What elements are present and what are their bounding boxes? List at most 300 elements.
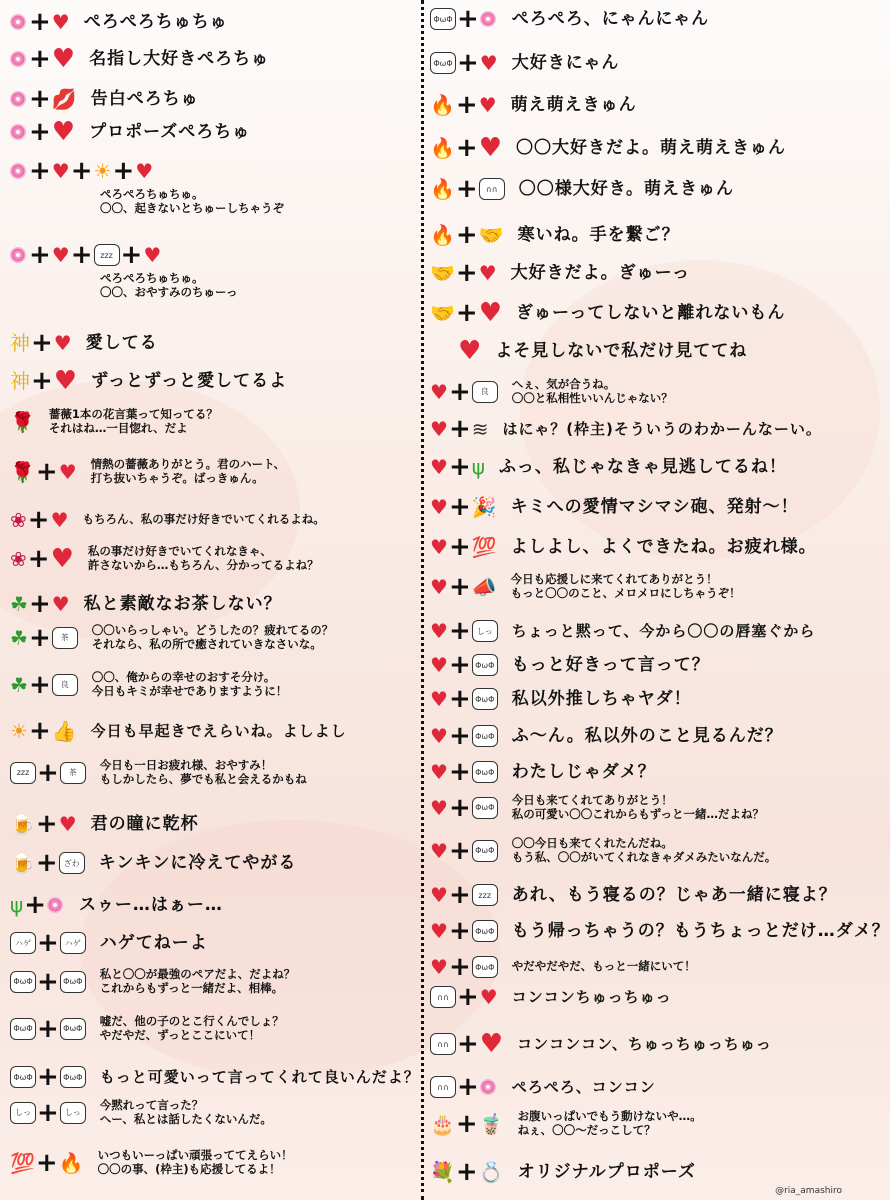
plus-icon: + — [457, 982, 479, 1012]
gift-combo-icons — [10, 368, 77, 394]
heart-icon: ♥ — [430, 619, 448, 643]
right-phrase-row — [430, 378, 673, 406]
right-phrase-row — [430, 686, 692, 712]
gift-combo-icons — [10, 669, 78, 700]
left-phrase-row — [10, 1149, 293, 1177]
gift-combo-icons — [10, 1097, 86, 1128]
right-phrase-row — [430, 1159, 696, 1185]
sleepy-face-icon: zzz — [472, 884, 498, 906]
phrase-text: 名指し大好きぺろちゅ — [89, 48, 270, 69]
plus-icon: + — [35, 1147, 58, 1178]
right-phrase-row — [430, 260, 690, 286]
plus-icon: + — [27, 543, 50, 574]
plus-icon: + — [448, 880, 471, 910]
phrase-text: 嘘だ、他の子のとこ行くんでしょ？ やだやだ、ずっとここにいて！ — [99, 1014, 284, 1042]
gift-combo-icons — [430, 416, 489, 442]
good-sign-icon: 良 — [52, 674, 78, 696]
right-phrase-row — [430, 1031, 772, 1057]
gift-combo-icons — [430, 260, 497, 286]
phrase-text: 〇〇今日も来てくれたんだね。 もう私、〇〇がいてくれなきゃダメみたいなんだ。 — [511, 836, 777, 864]
gift-combo-icons — [430, 618, 498, 644]
phrase-text: ぺろぺろ、コンコン — [511, 1078, 656, 1096]
bubble-tea-icon: 🧋 — [478, 1111, 504, 1136]
gift-combo-icons — [10, 158, 153, 184]
gift-combo-icons — [430, 571, 497, 602]
right-phrase-row — [430, 494, 799, 520]
ghost-friend-icon: ∩∩ — [430, 986, 456, 1008]
lollipop-icon — [10, 247, 28, 263]
lollipop-icon — [10, 51, 28, 67]
phrase-text: 萌え萌えきゅん — [510, 94, 637, 115]
right-phrase-row — [430, 92, 637, 118]
plus-icon: + — [37, 966, 59, 997]
heart-icon: ♥ — [458, 336, 482, 366]
right-phrase-row — [430, 338, 747, 364]
plus-icon: + — [35, 456, 58, 487]
phrase-text: もう帰っちゃうの？もうちょっとだけ…ダメ？ — [511, 920, 890, 941]
left-phrase-row — [10, 1064, 420, 1090]
plus-icon: + — [112, 156, 135, 186]
cat-face-icon: ΦωΦ — [472, 654, 498, 676]
phrase-text: もっと好きって言って？ — [511, 654, 710, 675]
phrase-text: やだやだやだ、もっと一緒にいて！ — [511, 959, 696, 974]
plus-icon: + — [455, 174, 478, 204]
gift-combo-icons — [430, 6, 498, 32]
heart-icon: ♥ — [430, 838, 448, 863]
gift-combo-icons — [10, 46, 75, 72]
plus-icon: + — [37, 1013, 59, 1044]
heart-icon: ♥ — [430, 955, 448, 979]
plus-icon: + — [448, 571, 471, 602]
gift-combo-icons — [10, 718, 77, 744]
right-phrase-row — [430, 300, 785, 326]
plus-icon: + — [28, 589, 51, 619]
sun-icon: ☀ — [93, 159, 112, 183]
cat-face-icon: ΦωΦ — [472, 688, 498, 710]
gift-combo-icons — [430, 454, 485, 480]
left-phrase-row — [10, 46, 269, 72]
cat-face-icon: ΦωΦ — [10, 1066, 36, 1088]
right-phrase-row — [430, 50, 619, 76]
plus-icon: + — [37, 928, 59, 958]
heart-icon: ♥ — [430, 379, 448, 404]
handshake-icon: 🤝 — [430, 301, 455, 325]
heart-icon: ♥ — [430, 687, 448, 711]
plus-icon: + — [457, 1029, 479, 1059]
lollipop-candy-icon — [10, 14, 26, 30]
gift-combo-icons — [430, 882, 498, 908]
rose-icon: 🌹 — [10, 459, 35, 484]
plus-icon: + — [448, 684, 471, 714]
gift-combo-icons — [430, 176, 505, 202]
plus-icon: + — [35, 809, 58, 839]
heart-icon: ♥ — [430, 574, 448, 599]
gift-combo-icons — [10, 543, 74, 574]
phrase-text: 情熱の薔薇ありがとう。君のハート、 打ち抜いちゃうぞ。ばっきゅん。 — [90, 457, 286, 485]
beer-mug-icon: 🍺 — [10, 812, 35, 836]
clover-icon: ☘ — [10, 625, 28, 650]
fire-icon: 🔥 — [430, 93, 455, 117]
plus-icon: + — [29, 240, 51, 270]
plus-icon: + — [455, 1157, 478, 1187]
plus-icon: + — [28, 669, 51, 700]
plus-icon: + — [455, 220, 478, 250]
phrase-text: 私以外推しちゃヤダ！ — [511, 688, 692, 709]
plus-icon: + — [448, 414, 471, 444]
cat-face-icon: ΦωΦ — [60, 971, 86, 993]
plus-icon: + — [448, 616, 471, 646]
heart-icon: ♥ — [430, 455, 448, 479]
phrase-text: 愛してる — [85, 332, 158, 353]
phrase-text: ふ～ん。私以外のこと見るんだ？ — [511, 725, 783, 746]
cat-face-icon: ΦωΦ — [472, 840, 498, 862]
plus-icon: + — [448, 452, 471, 482]
phrase-text: へぇ、気が合うね。 〇〇と私相性いいんじゃない？ — [511, 377, 673, 405]
lollipop-icon — [10, 124, 28, 140]
gift-combo-icons — [10, 119, 75, 145]
plus-icon: + — [28, 622, 51, 653]
phrase-text: キンキンに冷えてやがる — [98, 852, 297, 873]
right-phrase-row — [430, 794, 764, 822]
gift-combo-icons — [10, 507, 69, 533]
column-divider — [421, 0, 424, 1200]
phrase-text: あれ、もう寝るの？じゃあ一緒に寝よ？ — [511, 884, 837, 905]
hundred-points-icon: 💯 — [10, 1150, 35, 1175]
sleepy-face-icon: zzz — [10, 762, 36, 784]
gift-combo-icons — [10, 1064, 86, 1090]
heart-icon: ♥ — [479, 985, 498, 1009]
cat-face-icon: ΦωΦ — [472, 920, 498, 942]
gift-combo-icons — [430, 494, 497, 520]
gift-combo-icons — [430, 652, 498, 678]
tea-cup-icon: 茶 — [60, 762, 86, 784]
beer-mug-icon: 🍺 — [10, 851, 35, 875]
plus-icon: + — [70, 240, 93, 270]
lollipop-icon — [480, 11, 498, 27]
zawa-text-icon: ざわ — [59, 852, 85, 874]
plus-icon: + — [455, 298, 478, 328]
gift-combo-icons — [10, 850, 85, 876]
gift-combo-icons — [430, 984, 498, 1010]
phrase-text: 今日も早起きでえらいね。よしよし — [90, 722, 347, 740]
clover-icon: ☘ — [10, 672, 28, 697]
ghost-friend-icon: ∩∩ — [430, 1033, 456, 1055]
plus-icon: + — [37, 757, 59, 788]
heart-icon: ♥ — [135, 159, 154, 183]
phrase-text: はにゃ？(枠主)そういうのわかーんなーい。 — [502, 420, 822, 438]
clover-icon: ☘ — [10, 592, 28, 616]
heart-icon: ♥ — [51, 159, 70, 183]
phrase-text: よしよし、よくできたね。お疲れ様。 — [510, 536, 817, 557]
lollipop-candy-icon — [480, 11, 496, 27]
cat-face-icon: ΦωΦ — [430, 8, 456, 30]
left-phrase-row — [10, 811, 199, 837]
phrase-text: 私の事だけ好きでいてくれなきゃ、 許さないから…もちろん、分かってるよね？ — [87, 544, 319, 572]
thumbs-up-icon: 👍 — [51, 719, 77, 743]
phrase-text: 君の瞳に乾杯 — [90, 813, 199, 834]
left-phrase-row — [10, 968, 295, 996]
left-phrase-row — [10, 671, 287, 699]
phrase-text: ふっ、私じゃなきゃ見逃してるね！ — [498, 456, 787, 477]
right-phrase-row — [430, 723, 783, 749]
phrase-text: わたしじゃダメ？ — [511, 761, 656, 782]
phrase-text: 今黙れって言った？ へー、私とは話したくないんだ。 — [99, 1098, 272, 1126]
right-phrase-row — [430, 759, 656, 785]
fire-icon: 🔥 — [430, 177, 455, 201]
author-credit: @ria_amashiro — [775, 1186, 842, 1196]
heart-icon: ♥ — [143, 243, 162, 267]
fire-icon: 🔥 — [430, 136, 455, 160]
right-phrase-row — [430, 573, 741, 601]
ring-box-icon: 💍 — [478, 1160, 504, 1184]
cat-face-icon: ΦωΦ — [10, 1018, 36, 1040]
gift-combo-icons — [10, 892, 65, 918]
plus-icon: + — [35, 848, 58, 878]
bald-face-icon: ハゲ — [10, 932, 36, 954]
plus-icon: + — [455, 133, 478, 163]
right-phrase-row — [430, 416, 822, 442]
heart-icon: ♥ — [53, 366, 78, 396]
phrase-text: 〇〇大好きだよ。萌え萌えきゅん — [516, 137, 787, 158]
plus-icon: + — [31, 366, 53, 396]
grass-icon: ψ — [471, 455, 485, 479]
heart-icon: ♥ — [50, 543, 74, 574]
heart-icon: ♥ — [430, 795, 448, 820]
phrase-text: よそ見しないで私だけ見ててね — [495, 340, 748, 361]
handshake-icon: 🤝 — [478, 223, 504, 247]
plus-icon: + — [448, 835, 471, 866]
tea-cup-icon: 茶 — [52, 627, 78, 649]
phrase-text: 今日も一日お疲れ様、おやすみ！ もしかしたら、夢でも私と会えるかもね — [99, 758, 307, 786]
cat-face-icon: ΦωΦ — [472, 956, 498, 978]
phrase-text: お腹いっぱいでもう動けないや…。 ねぇ、〇〇～だっこして？ — [517, 1109, 702, 1137]
phrase-text: もちろん、私の事だけ好きでいてくれるよね。 — [82, 512, 325, 527]
gift-combo-icons — [430, 686, 498, 712]
gift-combo-icons — [10, 242, 161, 268]
phrase-text: 告白ぺろちゅ — [90, 88, 199, 109]
heart-icon: ♥ — [51, 44, 76, 74]
plus-icon: + — [70, 156, 93, 186]
plus-icon: + — [457, 4, 479, 34]
phrase-text: 〇〇、俺からの幸せのおすそ分け。 今日もキミが幸せでありますように！ — [91, 670, 288, 698]
phrase-text: ぺろぺろちゅちゅ — [83, 11, 228, 32]
gift-combo-icons — [10, 811, 77, 837]
phrase-text: ずっとずっと愛してるよ — [91, 370, 288, 391]
good-sign-icon: 良 — [472, 381, 498, 403]
plus-icon: + — [29, 156, 51, 186]
heart-icon: ♥ — [430, 724, 448, 748]
phrase-text: ぺろぺろ、にゃんにゃん — [511, 8, 710, 29]
heart-icon: ♥ — [478, 298, 503, 328]
heart-icon: ♥ — [430, 653, 448, 677]
left-phrase-row — [10, 545, 319, 573]
lollipop-icon — [10, 163, 28, 179]
heart-icon: ♥ — [58, 459, 77, 484]
gift-combo-icons — [10, 622, 78, 653]
hundred-points-icon: 💯 — [471, 535, 497, 559]
plus-icon: + — [27, 505, 50, 535]
gift-combo-icons — [10, 966, 86, 997]
ghost-friend-icon: ∩∩ — [479, 178, 505, 200]
phrase-text: ぺろぺろちゅちゅ。 〇〇、起きないとちゅーしちゃうぞ — [100, 187, 284, 215]
lollipop-candy-icon — [480, 1079, 496, 1095]
heart-icon: ♥ — [430, 883, 448, 907]
fire-icon: 🔥 — [58, 1150, 84, 1175]
gift-combo-icons — [430, 300, 502, 326]
lollipop-candy-icon — [10, 51, 26, 67]
phrase-text: 私と素敵なお茶しない？ — [83, 593, 282, 614]
right-phrase-row — [430, 918, 890, 944]
plus-icon: + — [448, 757, 471, 787]
gift-combo-icons — [430, 954, 498, 980]
plus-icon: + — [31, 328, 53, 358]
gift-combo-icons — [10, 591, 70, 617]
lollipop-candy-icon — [47, 897, 63, 913]
lollipop-icon — [10, 91, 28, 107]
heart-icon: ♥ — [478, 93, 497, 117]
right-phrase-row — [430, 954, 696, 980]
plus-icon: + — [448, 376, 471, 407]
plus-icon: + — [455, 90, 478, 120]
right-phrase-row — [430, 984, 672, 1010]
phrase-text: 私と〇〇が最強のペアだよ、だよね？ これからもずっと一緒だよ、相棒。 — [99, 967, 296, 995]
gift-combo-icons — [10, 409, 35, 434]
gift-combo-icons — [458, 338, 481, 364]
ghost-friend-icon: ∩∩ — [430, 1076, 456, 1098]
shush-icon: しっ — [472, 620, 498, 642]
left-phrase-row — [10, 718, 347, 744]
plus-icon: + — [28, 716, 51, 746]
right-phrase-row — [430, 176, 734, 202]
cat-face-icon: ΦωΦ — [472, 725, 498, 747]
gift-combo-icons — [430, 723, 498, 749]
gift-combo-icons — [430, 759, 498, 785]
plus-icon: + — [457, 48, 479, 78]
heart-icon: ♥ — [430, 417, 448, 441]
phrase-text: もっと可愛いって言ってくれて良いんだよ？ — [99, 1068, 420, 1086]
phrase-text: オリジナルプロポーズ — [517, 1161, 696, 1182]
cat-face-icon: ΦωΦ — [10, 971, 36, 993]
left-phrase-row — [10, 368, 287, 394]
gift-combo-icons — [10, 9, 70, 35]
left-phrase-row — [10, 458, 285, 486]
cat-face-icon: ΦωΦ — [472, 797, 498, 819]
phrase-text: 大好きにゃん — [511, 52, 620, 73]
phrase-text: コンコンコン、ちゅっちゅっちゅっ — [517, 1035, 772, 1053]
shush-icon: しっ — [60, 1102, 86, 1124]
lollipop-candy-icon — [10, 163, 26, 179]
lollipop-candy-icon — [10, 124, 26, 140]
left-phrase-row — [10, 892, 223, 918]
gift-combo-icons — [10, 330, 72, 356]
gift-combo-icons — [430, 1074, 498, 1100]
left-phrase-row — [10, 1015, 284, 1043]
gift-combo-icons — [430, 918, 498, 944]
lollipop-icon — [47, 897, 65, 913]
rose-icon: 🌹 — [10, 409, 35, 434]
left-phrase-row — [10, 330, 158, 356]
flower-bouquet-icon: ❀ — [10, 508, 27, 532]
left-phrase-row — [10, 850, 296, 876]
gift-combo-icons — [10, 757, 86, 788]
gift-combo-icons — [430, 92, 497, 118]
heart-icon: ♥ — [51, 10, 70, 34]
party-popper-icon: 🎉 — [471, 495, 497, 519]
right-phrase-row — [430, 837, 776, 865]
lollipop-candy-icon — [10, 247, 26, 263]
plus-icon: + — [24, 890, 46, 920]
left-phrase-row — [10, 624, 333, 652]
left-phrase-row — [10, 86, 199, 112]
gift-combo-icons — [430, 792, 498, 823]
phrase-text: 寒いね。手を繋ご？ — [517, 224, 680, 245]
heart-icon: ♥ — [478, 133, 503, 163]
plus-icon: + — [29, 44, 51, 74]
plus-icon: + — [120, 240, 143, 270]
gift-combo-icons — [10, 86, 77, 112]
plus-icon: + — [455, 258, 478, 288]
right-phrase-row — [430, 1110, 702, 1138]
plus-icon: + — [448, 916, 471, 946]
gift-combo-icons — [10, 930, 86, 956]
heart-icon: ♥ — [53, 331, 72, 355]
phrase-text: ハゲてねーよ — [99, 932, 208, 953]
gift-combo-icons — [430, 1031, 503, 1057]
right-phrase-row — [430, 534, 817, 560]
phrase-text: 大好きだよ。ぎゅーっ — [510, 262, 690, 283]
right-phrase-row — [430, 618, 815, 644]
sleepy-face-icon: zzz — [94, 244, 120, 266]
plus-icon: + — [37, 1097, 59, 1128]
phrase-text: ぺろぺろちゅちゅ。 〇〇、おやすみのちゅーっ — [100, 271, 238, 299]
cat-face-icon: ΦωΦ — [472, 761, 498, 783]
heart-icon: ♥ — [430, 535, 448, 559]
gift-combo-icons — [10, 1147, 84, 1178]
plus-icon: + — [448, 952, 471, 982]
heart-icon: ♥ — [430, 760, 448, 784]
cat-face-icon: ΦωΦ — [60, 1018, 86, 1040]
phrase-text: キミへの愛情マシマシ砲、発射～！ — [510, 496, 799, 517]
kami-icon: 神 — [10, 369, 30, 393]
left-phrase-row — [10, 158, 284, 216]
phrase-text: ちょっと黙って、今から〇〇の唇塞ぐから — [511, 622, 816, 640]
lollipop-icon — [480, 1079, 498, 1095]
gift-combo-icons — [430, 222, 504, 248]
cat-face-icon: ΦωΦ — [430, 52, 456, 74]
plus-icon: + — [448, 721, 471, 751]
left-phrase-row — [10, 408, 218, 436]
heart-icon: ♥ — [430, 919, 448, 943]
phrase-text: 今日も応援しに来てくれてありがとう！ もっと〇〇のこと、メロメロにしちゃうぞ！ — [510, 572, 741, 600]
bald-face-icon: ハゲ — [60, 932, 86, 954]
birthday-cake-icon: 🎂 — [430, 1111, 455, 1136]
heart-icon: ♥ — [479, 1029, 504, 1059]
plus-icon: + — [457, 1072, 479, 1102]
gift-combo-icons — [430, 1159, 504, 1185]
kiss-mark-icon: 💋 — [51, 87, 77, 111]
plus-icon: + — [455, 1108, 478, 1139]
sun-icon: ☀ — [10, 719, 28, 743]
fire-icon: 🔥 — [430, 223, 455, 247]
phrase-text: 〇〇いらっしゃい。どうしたの？疲れてるの？ それなら、私の所で癒されていきなさいな。 — [91, 623, 334, 651]
left-phrase-row — [10, 119, 250, 145]
kami-icon: 神 — [10, 331, 30, 355]
gift-combo-icons — [430, 1108, 504, 1139]
heart-icon: ♥ — [58, 812, 77, 836]
heart-icon: ♥ — [478, 261, 497, 285]
heart-icon: ♥ — [430, 495, 448, 519]
gift-combo-icons — [430, 835, 498, 866]
